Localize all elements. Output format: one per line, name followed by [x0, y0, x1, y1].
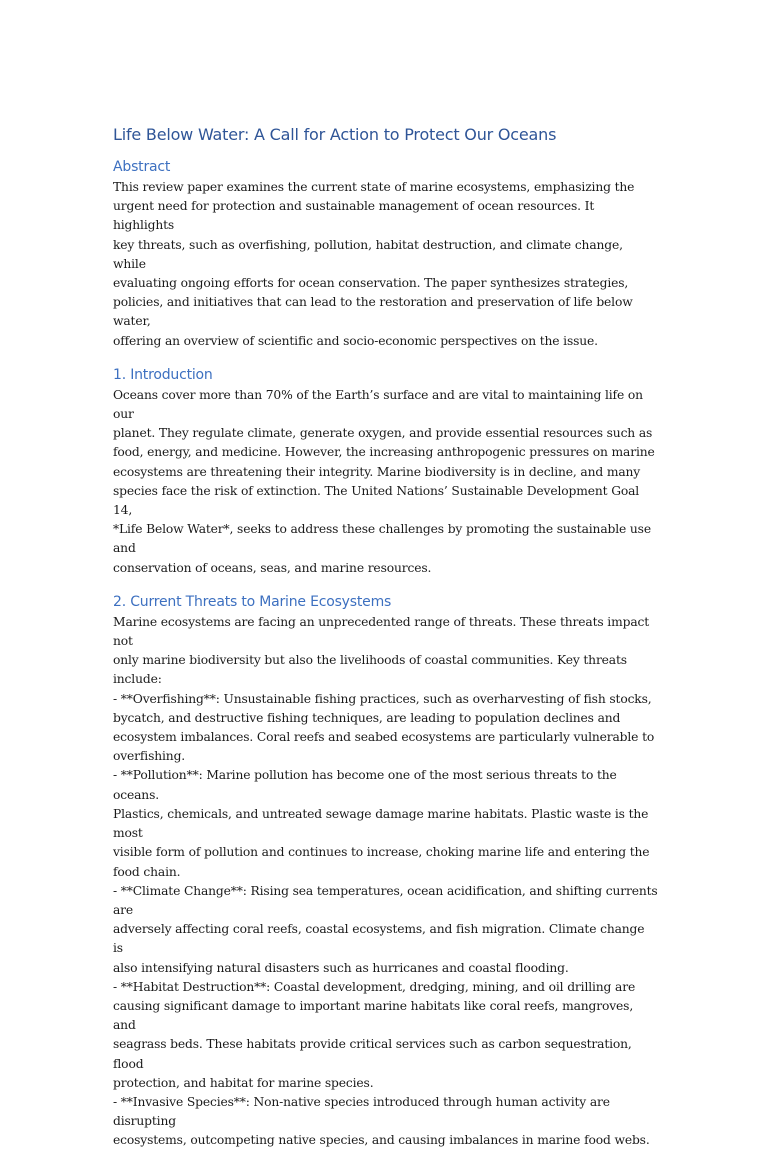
threat-item-climate-change: - **Climate Change**: Rising sea temperatures, ocean acidification, and shifting currents are adversely affecting coral reefs, coastal ecosystems, and fish migration. Climate change is also intensifying natural disasters such as hurricanes and coastal flooding.	[113, 883, 658, 975]
abstract-paragraph: This review paper examines the current state of marine ecosystems, emphasizing the urgent need for protection and sustainable management of ocean resources. It highlights key threats, such as overfishing, pollution, habitat destruction, and climate change, while evaluating ongoing efforts for ocean conservation. The paper synthesizes strategies, policies, and initiatives that can lead to the restoration and preservation of life below water, offering an overview of scientific and socio-economic perspectives on the issue.	[113, 180, 635, 348]
threat-item-habitat-destruction: - **Habitat Destruction**: Coastal development, dredging, mining, and oil drilling are causing significant damage to important marine habitats like coral reefs, mangroves, and seagrass beds. These habitats provide critical services such as carbon sequestration, flood protection, and habitat for marine species.	[113, 979, 636, 1090]
section-heading-threats: 2. Current Threats to Marine Ecosystems	[113, 593, 392, 610]
document-title: Life Below Water: A Call for Action to Protect Our Oceans	[113, 125, 557, 144]
section-heading-introduction: 1. Introduction	[113, 366, 213, 383]
threat-item-overfishing: - **Overfishing**: Unsustainable fishing practices, such as overharvesting of fish stocks, bycatch, and destructive fishing techniques, are leading to population declines and ecosystem imbalances. Coral reefs and seabed ecosystems are particularly vulnerable to overfishing.	[113, 691, 655, 764]
threats-intro-paragraph: Marine ecosystems are facing an unprecedented range of threats. These threats impact not only marine biodiversity but also the livelihoods of coastal communities. Key threats include:	[113, 614, 650, 687]
document-page	[113, 124, 658, 1151]
threat-item-pollution: - **Pollution**: Marine pollution has become one of the most serious threats to the oceans. Plastics, chemicals, and untreated sewage damage marine habitats. Plastic waste is the most visible form of pollution and continues to increase, choking marine life and entering the food chain.	[113, 768, 650, 879]
introduction-paragraph: Oceans cover more than 70% of the Earth’s surface and are vital to maintaining life on our planet. They regulate climate, generate oxygen, and provide essential resources such as food, energy, and medicine. However, the increasing anthropogenic pressures on marine ecosystems are threatening their integrity. Marine biodiversity is in decline, and many species face the risk of extinction. The United Nations’ Sustainable Development Goal 14, *Life Below Water*, seeks to address these challenges by promoting the sustainable use and conservation of oceans, seas, and marine resources.	[113, 387, 655, 575]
threat-item-invasive-species: - **Invasive Species**: Non-native species introduced through human activity are disrupting ecosystems, outcompeting native species, and causing imbalances in marine food webs.	[113, 1094, 650, 1148]
section-heading-abstract: Abstract	[113, 159, 171, 175]
